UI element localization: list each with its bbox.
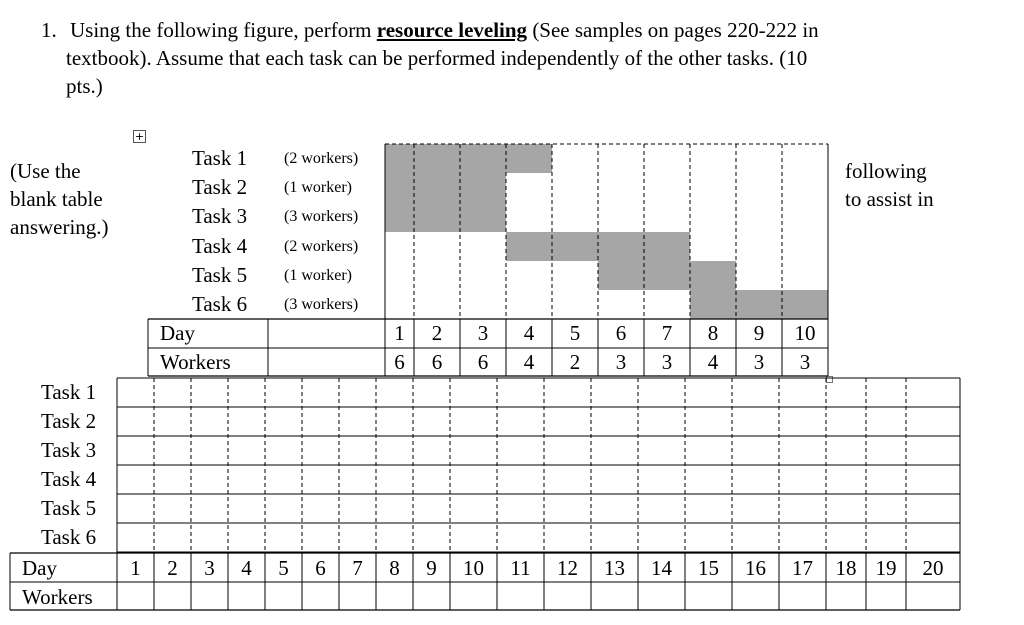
figure-day-cell: 9 — [753, 321, 765, 345]
question-text-before: Using the following figure, perform — [70, 18, 377, 42]
figure-task-workers: (2 workers) — [284, 150, 359, 167]
figure-day-label: Day — [160, 321, 195, 345]
figure-workers-cell: 3 — [615, 350, 627, 374]
figure-workers-cell: 3 — [661, 350, 673, 374]
figure-task-label: Task 2 — [192, 175, 248, 200]
answer-day-cell: 15 — [698, 556, 719, 580]
answer-day-cell: 5 — [278, 556, 289, 580]
side-right-line: to assist in — [845, 187, 934, 211]
figure-task-label: Task 4 — [192, 233, 248, 258]
figure-workers-cell: 2 — [569, 350, 581, 374]
answer-day-cell: 20 — [922, 556, 944, 580]
side-left-line: (Use the — [10, 159, 81, 183]
answer-day-cell: 6 — [315, 556, 326, 580]
figure-day-cell: 6 — [615, 321, 627, 345]
answer-day-label: Day — [22, 556, 57, 580]
figure-task-workers: (3 workers) — [284, 296, 359, 313]
answer-day-cell: 1 — [130, 556, 141, 580]
figure-workers-cell: 6 — [394, 350, 405, 374]
answer-day-cell: 3 — [204, 556, 215, 580]
figure-day-cell: 5 — [569, 321, 581, 345]
figure-task-workers: (2 workers) — [284, 237, 359, 255]
figure-task-label: Task 3 — [192, 204, 248, 229]
figure-task-label: Task 1 — [192, 146, 248, 170]
question-number: 1. — [41, 18, 57, 42]
figure-task-workers: (3 workers) — [284, 208, 359, 226]
answer-task-label: Task 6 — [41, 525, 97, 549]
answer-day-cell: 19 — [875, 556, 897, 580]
answer-task-label: Task 5 — [41, 496, 97, 520]
question-text-after: (See samples on pages 220-222 in — [527, 18, 819, 42]
answer-day-cell: 4 — [241, 556, 252, 580]
figure-workers-cell: 3 — [799, 350, 811, 374]
figure-day-cell: 1 — [394, 321, 405, 345]
figure-day-cell: 2 — [431, 321, 443, 345]
answer-task-label: Task 3 — [41, 438, 97, 462]
question-emphasis: resource leveling — [376, 18, 528, 42]
answer-day-cell: 7 — [352, 556, 363, 580]
answer-day-cell: 12 — [557, 556, 578, 580]
side-left-line: blank table — [10, 187, 103, 211]
answer-day-cell: 17 — [792, 556, 813, 580]
figure-day-cell: 10 — [794, 321, 816, 345]
figure-workers-cell: 4 — [523, 350, 535, 374]
figure-day-cell: 7 — [661, 321, 673, 345]
answer-day-cell: 10 — [463, 556, 484, 580]
side-left-line: answering.) — [10, 215, 109, 239]
figure-workers-label: Workers — [160, 350, 231, 374]
answer-day-cell: 13 — [604, 556, 625, 580]
figure-task-label: Task 5 — [192, 262, 248, 287]
answer-day-cell: 11 — [510, 556, 531, 580]
answer-workers-label: Workers — [22, 585, 93, 609]
figure-workers-cell: 4 — [707, 350, 719, 374]
figure-day-cell: 4 — [523, 321, 535, 345]
figure-workers-cell: 3 — [753, 350, 765, 374]
answer-day-cell: 9 — [426, 556, 437, 580]
answer-task-label: Task 2 — [41, 409, 97, 433]
figure-task-workers: (1 worker) — [284, 266, 352, 284]
answer-task-label: Task 4 — [41, 467, 97, 491]
answer-day-cell: 14 — [651, 556, 672, 580]
answer-day-cell: 18 — [835, 556, 857, 580]
figure-task-workers: (1 worker) — [284, 179, 352, 197]
figure-workers-cell: 6 — [431, 350, 443, 374]
figure-day-cell: 8 — [707, 321, 719, 345]
answer-day-cell: 16 — [745, 556, 766, 580]
answer-day-cell: 2 — [167, 556, 178, 580]
side-right-line: following — [845, 159, 927, 183]
question-line-3: pts.) — [66, 74, 103, 98]
answer-day-cell: 8 — [389, 556, 400, 580]
figure-day-cell: 3 — [477, 321, 489, 345]
answer-task-label: Task 1 — [41, 380, 97, 404]
move-handle-icon[interactable]: + — [134, 130, 145, 143]
figure-task-label: Task 6 — [192, 292, 248, 316]
question-line-2: textbook). Assume that each task can be performed independently of the other tasks. (10 — [66, 46, 808, 70]
figure-workers-cell: 6 — [477, 350, 489, 374]
